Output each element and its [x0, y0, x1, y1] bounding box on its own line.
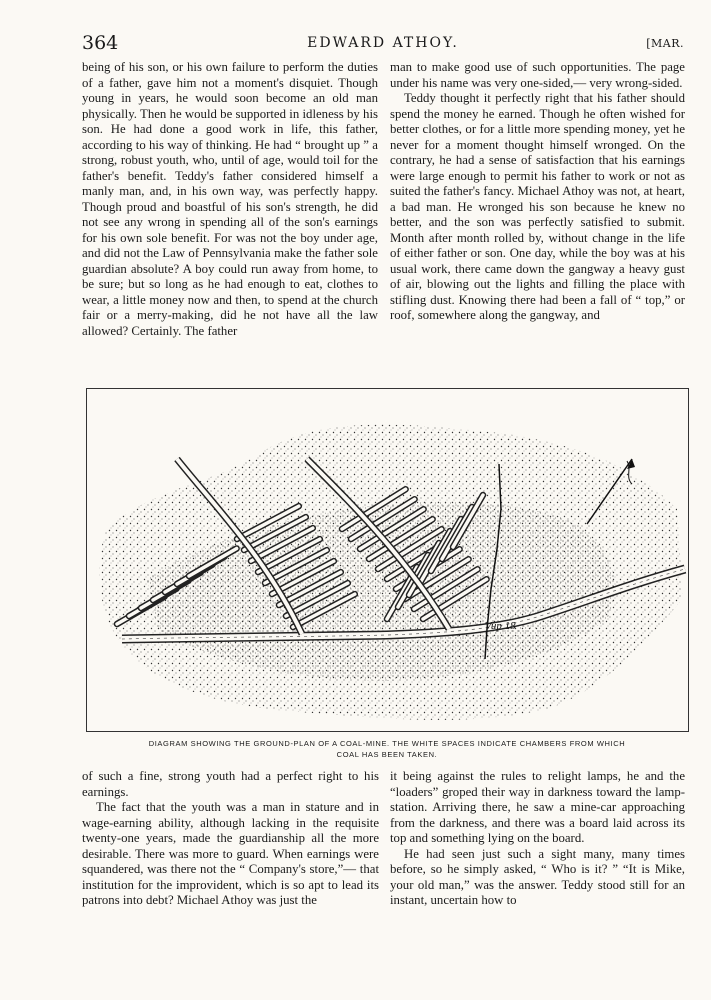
paragraph: The fact that the youth was a man in stature and in wage-earning ability, although lacking in the requisite twenty-one years, made the guardianship all the more desirable. There was more to guard. When earnings were squandered, was there not the “ Company's store,”— that institution for the improvident, which is so apt to lead its patrons into debt? Michael Athoy was just the	[82, 800, 379, 907]
month-label: [MAR.	[646, 37, 684, 50]
caption-line-1: DIAGRAM SHOWING THE GROUND-PLAN OF A COAL-MINE. THE WHITE SPACES INDICATE CHAMBERS FROM WHICH	[148, 739, 626, 748]
page-number: 364	[82, 32, 119, 54]
paragraph: it being against the rules to relight lamps, he and the “loaders” groped their way in darkness toward the lamp-station. Arriving there, he saw a mine-car approaching from the darkness, and there was a board laid across its top and something lying on the board.	[390, 769, 685, 845]
mine-plan-illustration	[87, 389, 688, 731]
paragraph: being of his son, or his own failure to perform the duties of a father, gave him not a moment's disquiet. Though young in years, he would soon become an old man physically. Then he would be supported in idleness by his son. He had done a good work in life, this father, according to his way of thinking. He had “ brought up ” a strong, robust youth, who, until of age, would toil for the father's benefit. Teddy's father considered himself a manly man, and, in his own way, was perfectly happy. Though proud and boastful of his son's strength, he did not see any wrong in spending all of the son's earnings for his own sole benefit. For was not the boy under age, and did not the Law of Pennsylvania make the father sole guardian absolute? A boy could run away from home, to be sure; but so long as he had enough to eat, clothes to wear, a little money now and then, to spend at the church fair or a merry-making, did he not have all the law allowed? Certainly. The father	[82, 60, 378, 338]
paragraph: He had seen just such a sight many, many times before, so he simply asked, “ Who is it? ” “It is Mike, your old man,” was the answer. Teddy stood still for an instant, uncertain how to	[390, 846, 685, 907]
paragraph: man to make good use of such opportunities. The page under his name was very one-sided,— very wrong-sided.	[390, 60, 685, 90]
paragraph: Teddy thought it perfectly right that his father should spend the money he earned. Though he often wished for better clothes, or for a little more spending money, yet he never for a moment thought himself wronged. On the contrary, he had a sense of satisfaction that his earnings were large enough to permit his father to work or not as suited the father's fancy. Michael Athoy was not, at heart, a bad man. He wronged his son because he knew no better, and the son was perfectly satisfied to submit. Month after month rolled by, without change in the life of either father or son. One day, while the boy was at his usual work, there came down the gangway a heavy gust of air, blowing out the lights and filling the place with stifling dust. Knowing there had been a fall of “ top,” or roof, somewhere along the gangway, and	[390, 91, 685, 322]
paragraph: of such a fine, strong youth had a perfect right to his earnings.	[82, 769, 379, 799]
top-right-column	[390, 60, 685, 324]
coal-mine-diagram	[86, 388, 689, 732]
caption-line-2: COAL HAS BEEN TAKEN.	[336, 750, 438, 759]
running-title: EDWARD ATHOY.	[307, 35, 459, 51]
figure-caption	[110, 738, 664, 760]
top-left-column	[82, 60, 378, 339]
bottom-right-column	[390, 769, 685, 909]
gangway-label: Vup 18	[485, 620, 516, 632]
page-header	[82, 32, 684, 56]
bottom-left-column	[82, 769, 379, 909]
